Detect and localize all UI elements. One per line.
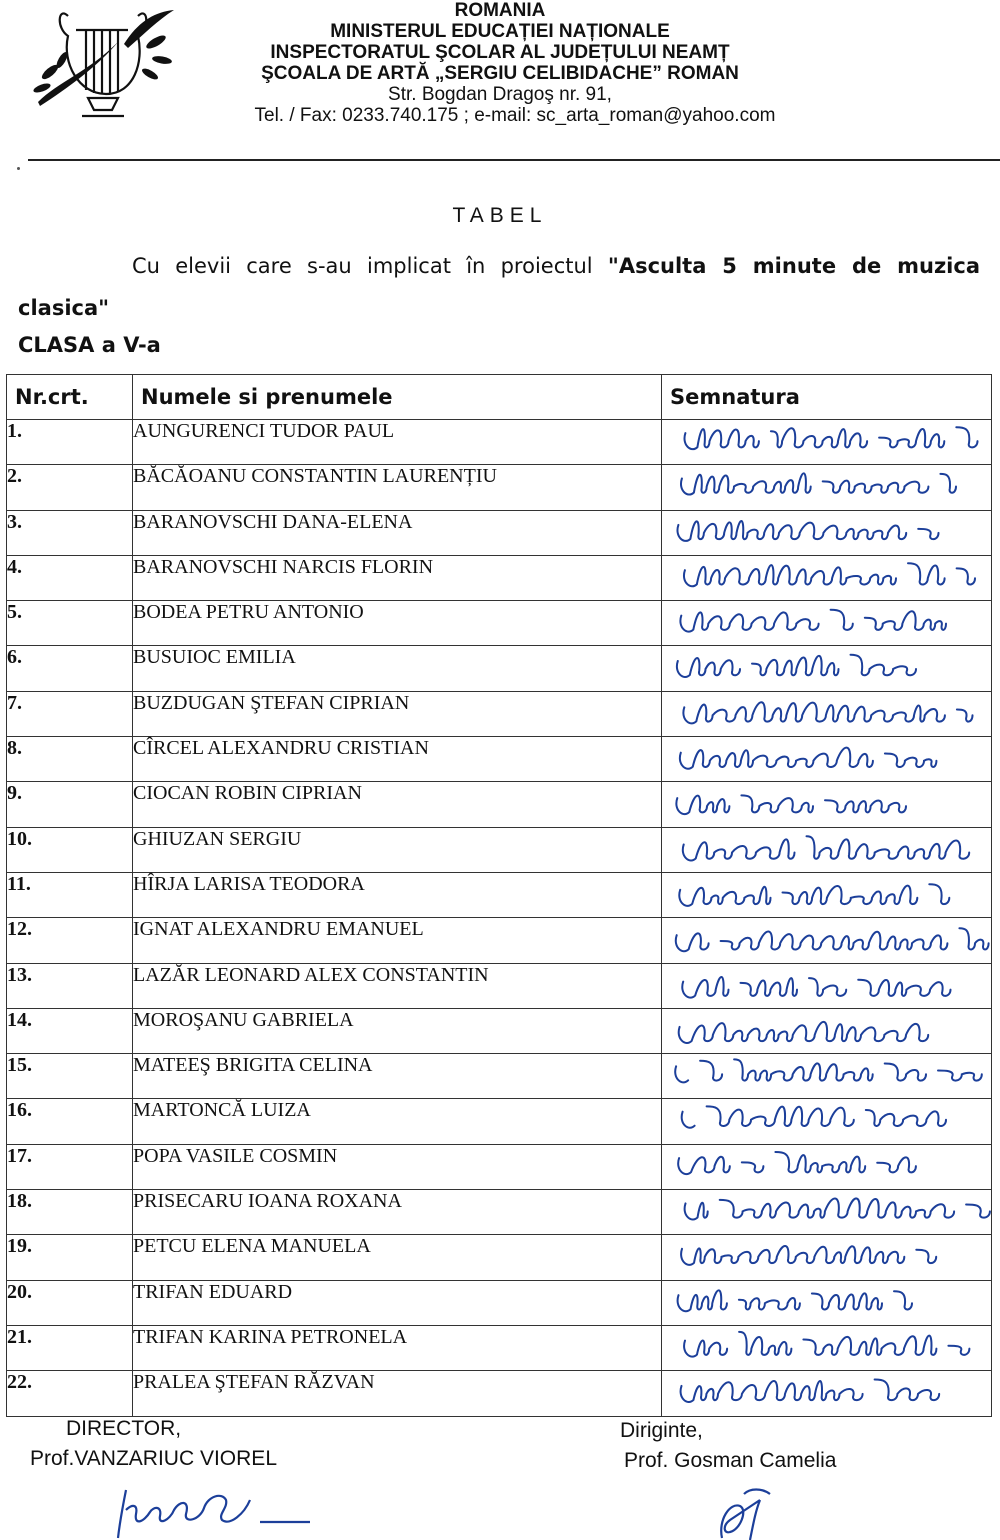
table-row [7,1008,992,1053]
row-signature [662,1190,992,1235]
signature-scribble [664,780,994,828]
teacher-block [620,1416,836,1476]
signature-scribble [664,916,994,964]
contact-line: Tel. / Fax: 0233.740.175 ; e-mail: sc_arta_roman@yahoo.com [254,105,776,126]
row-number: 16. [7,1099,133,1144]
teacher-signature [700,1480,820,1540]
row-number: 20. [7,1280,133,1325]
signature-scribble [664,644,994,692]
row-signature [662,646,992,691]
table-header-row [7,375,992,420]
row-number: 19. [7,1235,133,1280]
row-name: CIOCAN ROBIN CIPRIAN [133,782,662,827]
row-name: LAZĂR LEONARD ALEX CONSTANTIN [133,963,662,1008]
signature-scribble [664,418,994,466]
table-row [7,1280,992,1325]
row-name: TRIFAN KARINA PETRONELA [133,1325,662,1370]
row-number: 4. [7,555,133,600]
school-line: ŞCOALA DE ARTĂ „SERGIU CELIBIDACHE” ROMAN [261,63,739,84]
signature-scribble [664,962,994,1010]
row-number: 22. [7,1371,133,1416]
row-name: PETCU ELENA MANUELA [133,1235,662,1280]
scan-speck [17,167,20,170]
signature-scribble [664,690,994,738]
row-name: TRIFAN EDUARD [133,1280,662,1325]
table-row [7,1371,992,1416]
row-signature [662,1144,992,1189]
row-name: AUNGURENCI TUDOR PAUL [133,420,662,465]
country-line: ROMANIA [454,0,546,21]
signature-scribble [664,554,994,602]
class-label: CLASA a V-a [18,333,161,357]
teacher-title: Diriginte, [620,1419,703,1442]
row-name: BODEA PETRU ANTONIO [133,601,662,646]
signature-scribble [664,599,994,647]
signature-scribble [664,1052,994,1100]
table-row [7,963,992,1008]
row-signature [662,465,992,510]
table-row [7,1144,992,1189]
row-signature [662,1235,992,1280]
intro-paragraph [18,245,980,329]
row-signature [662,1325,992,1370]
header-signature: Semnatura [662,375,992,420]
row-number: 21. [7,1325,133,1370]
row-signature [662,1054,992,1099]
row-number: 8. [7,737,133,782]
row-number: 3. [7,510,133,555]
address-line: Str. Bogdan Dragoş nr. 91, [388,84,612,105]
table-row [7,827,992,872]
row-number: 11. [7,872,133,917]
director-signature [110,1470,330,1540]
signature-scribble [664,1143,994,1191]
row-name: MOROŞANU GABRIELA [133,1008,662,1053]
table-row [7,1325,992,1370]
row-number: 9. [7,782,133,827]
signature-scribble [664,1369,994,1417]
row-signature [662,510,992,555]
row-signature [662,782,992,827]
row-name: BUSUIOC EMILIA [133,646,662,691]
signature-scribble [664,1188,994,1236]
row-number: 15. [7,1054,133,1099]
row-signature [662,1371,992,1416]
table-row [7,510,992,555]
table-row [7,1099,992,1144]
row-number: 18. [7,1190,133,1235]
signature-scribble [664,1007,994,1055]
ministry-line: MINISTERUL EDUCAȚIEI NAȚIONALE [330,21,670,42]
row-name: GHIUZAN SERGIU [133,827,662,872]
row-name: BARANOVSCHI NARCIS FLORIN [133,555,662,600]
signature-scribble [664,1097,994,1145]
row-number: 14. [7,1008,133,1053]
table-row [7,1054,992,1099]
row-signature [662,691,992,736]
signature-scribble [664,1324,994,1372]
table-row [7,646,992,691]
table-row [7,782,992,827]
signature-scribble [664,463,994,511]
row-name: HÎRJA LARISA TEODORA [133,872,662,917]
signature-scribble [664,871,994,919]
row-signature [662,555,992,600]
inspectorate-line: INSPECTORATUL ŞCOLAR AL JUDEȚULUI NEAMȚ [270,42,730,63]
row-number: 6. [7,646,133,691]
row-number: 12. [7,918,133,963]
row-signature [662,827,992,872]
row-signature [662,872,992,917]
row-name: BARANOVSCHI DANA-ELENA [133,510,662,555]
row-signature [662,918,992,963]
row-name: BĂCĂOANU CONSTANTIN LAURENȚIU [133,465,662,510]
row-number: 1. [7,420,133,465]
row-signature [662,420,992,465]
row-name: IGNAT ALEXANDRU EMANUEL [133,918,662,963]
row-name: PRALEA ŞTEFAN RĂZVAN [133,1371,662,1416]
table-row [7,1190,992,1235]
row-signature [662,737,992,782]
intro-text: Cu elevii care s-au implicat în proiectul [132,254,608,278]
row-number: 10. [7,827,133,872]
table-row [7,601,992,646]
row-signature [662,963,992,1008]
signature-scribble [664,826,994,874]
row-name: BUZDUGAN ŞTEFAN CIPRIAN [133,691,662,736]
director-title: DIRECTOR, [66,1417,182,1440]
row-signature [662,1008,992,1053]
signature-scribble [664,1233,994,1281]
header-name: Numele si prenumele [133,375,662,420]
row-name: MARTONCĂ LUIZA [133,1099,662,1144]
row-signature [662,1280,992,1325]
teacher-name: Prof. Gosman Camelia [624,1449,837,1472]
signature-scribble [664,509,994,557]
table-row [7,872,992,917]
header-divider [28,159,1000,161]
row-signature [662,1099,992,1144]
row-name: PRISECARU IOANA ROXANA [133,1190,662,1235]
row-number: 2. [7,465,133,510]
letterhead [0,0,1000,160]
row-number: 13. [7,963,133,1008]
row-number: 7. [7,691,133,736]
row-number: 5. [7,601,133,646]
table-row [7,555,992,600]
table-row [7,737,992,782]
table-row [7,1235,992,1280]
row-name: POPA VASILE COSMIN [133,1144,662,1189]
signature-scribble [664,1279,994,1327]
header-nr: Nr.crt. [7,375,133,420]
project-name: "Asculta 5 minute de muzica clasica" [18,254,980,320]
signature-scribble [664,735,994,783]
director-block [30,1414,277,1474]
row-name: MATEEŞ BRIGITA CELINA [133,1054,662,1099]
students-table [6,374,992,1417]
table-row [7,465,992,510]
row-number: 17. [7,1144,133,1189]
table-row [7,420,992,465]
table-row [7,918,992,963]
director-name: Prof.VANZARIUC VIOREL [30,1447,277,1470]
row-signature [662,601,992,646]
row-name: CÎRCEL ALEXANDRU CRISTIAN [133,737,662,782]
document-title: TABEL [452,204,548,227]
table-row [7,691,992,736]
